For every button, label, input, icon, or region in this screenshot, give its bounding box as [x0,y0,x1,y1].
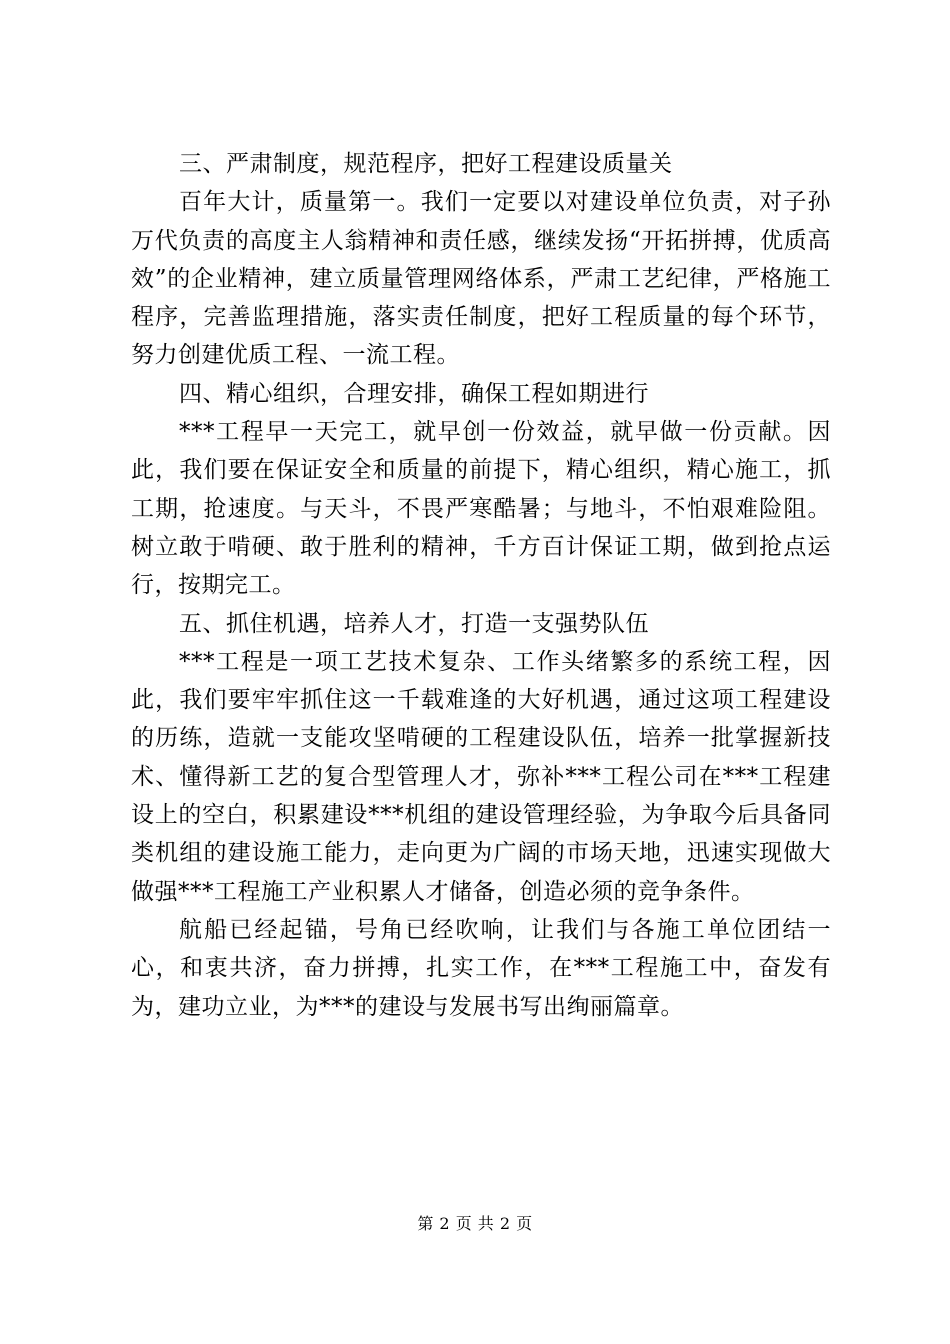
paragraph-talent: ***工程是一项工艺技术复杂、工作头绪繁多的系统工程，因此，我们要牢牢抓住这一千载难逢的大好机遇，通过这项工程建设的历练，造就一支能攻坚啃硬的工程建设队伍，培养一批掌握新技术、懂得新工艺的复合型管理人才，弥补***工程公司在***工程建设上的空白，积累建设***机组的建设管理经验，为争取今后具备同类机组的建设施工能力，走向更为广阔的市场天地，迅速实现做大做强***工程施工产业积累人才储备，创造必须的竞争条件。 [131,648,831,905]
page-footer: 第 2 页 共 2 页 [417,1214,533,1233]
section-heading-4: 四、精心组织，合理安排，确保工程如期进行 [179,380,649,407]
paragraph-schedule: ***工程早一天完工，就早创一份效益，就早做一份贡献。因此，我们要在保证安全和质量的前提下，精心组织，精心施工，抓工期，抢速度。与天斗，不畏严寒酷暑；与地斗，不怕艰难险阻。树立敢于啃硬、敢于胜利的精神，千方百计保证工期，做到抢点运行，按期完工。 [131,419,831,599]
section-heading-5: 五、抓住机遇，培养人才，打造一支强势队伍 [179,610,649,637]
document-body [131,145,831,1026]
section-heading-3: 三、严肃制度，规范程序，把好工程建设质量关 [179,151,673,177]
paragraph-closing: 航船已经起锚，号角已经吹响，让我们与各施工单位团结一心，和衷共济，奋力拼搏，扎实工作，在***工程施工中，奋发有为，建功立业，为***的建设与发展书写出绚丽篇章。 [131,916,831,1020]
paragraph-quality: 百年大计，质量第一。我们一定要以对建设单位负责，对子孙万代负责的高度主人翁精神和责任感，继续发扬“开拓拼搏，优质高效”的企业精神，建立质量管理网络体系，严肃工艺纪律，严格施工程序，完善监理措施，落实责任制度，把好工程质量的每个环节，努力创建优质工程、一流工程。 [131,189,831,369]
